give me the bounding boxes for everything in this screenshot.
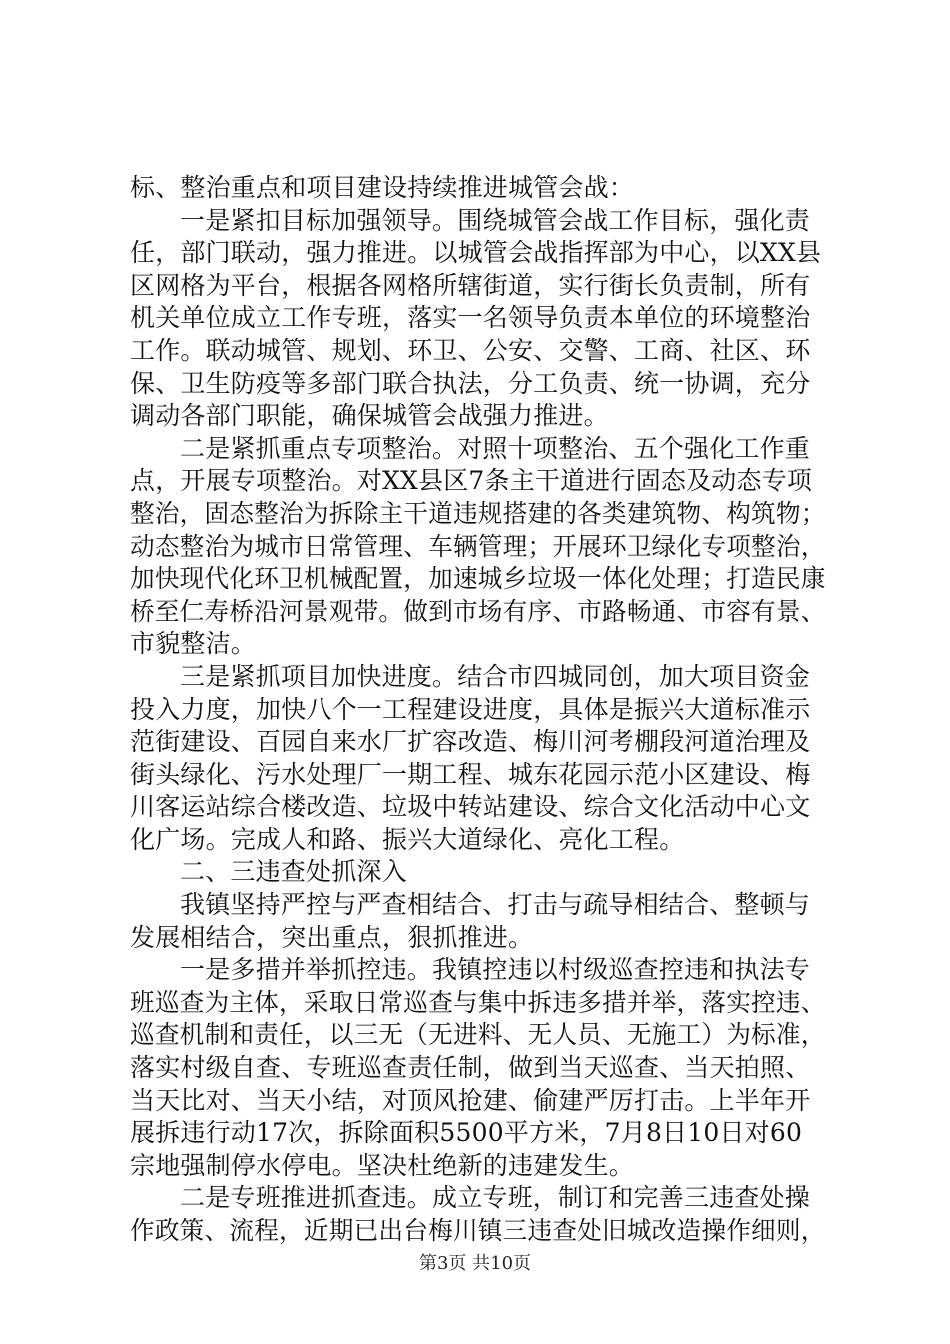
text-line: 加快现代化环卫机械配置，加速城乡垃圾一体化处理；打造民康 <box>130 564 826 594</box>
document-body <box>130 172 826 1248</box>
text-line: 化广场。完成人和路、振兴大道绿化、亮化工程。 <box>130 824 685 854</box>
text-line: 三是紧抓项目加快进度。结合市四城同创，加大项目资金 <box>180 661 811 691</box>
text-line: 落实村级自查、专班巡查责任制，做到当天巡查、当天拍照、 <box>130 1053 811 1083</box>
text-line: 巡查机制和责任，以三无（无进料、无人员、无施工）为标准， <box>130 1020 826 1050</box>
text-line: 宗地强制停水停电。坚决杜绝新的违建发生。 <box>130 1150 635 1180</box>
page-footer: 第3页 共10页 <box>418 1253 532 1274</box>
text-line: 投入力度，加快八个一工程建设进度，具体是振兴大道标准示 <box>130 694 811 724</box>
text-line: 一是多措并举抓控违。我镇控违以村级巡查控违和执法专 <box>180 955 811 985</box>
text-line: 二是专班推进抓查违。成立专班，制订和完善三违查处操 <box>180 1183 811 1213</box>
text-line: 点，开展专项整治。对XX县区7条主干道进行固态及动态专项 <box>130 466 813 496</box>
text-line: 桥至仁寿桥沿河景观带。做到市场有序、市路畅通、市容有景、 <box>130 596 826 626</box>
text-line: 标、整治重点和项目建设持续推进城管会战： <box>130 173 635 202</box>
text-line: 市貌整洁。 <box>130 629 257 659</box>
text-line: 动态整治为城市日常管理、车辆管理；开展环卫绿化专项整治， <box>130 531 826 561</box>
text-line: 任，部门联动，强力推进。以城管会战指挥部为中心，以XX县 <box>130 238 822 268</box>
text-line: 保、卫生防疫等多部门联合执法，分工负责、统一协调，充分 <box>130 368 811 398</box>
text-line: 街头绿化、污水处理厂一期工程、城东花园示范小区建设、梅 <box>130 759 811 789</box>
text-line: 二是紧抓重点专项整治。对照十项整治、五个强化工作重 <box>180 433 811 463</box>
text-line: 一是紧扣目标加强领导。围绕城管会战工作目标，强化责 <box>180 205 811 235</box>
text-line: 机关单位成立工作专班，落实一名领导负责本单位的环境整治 <box>130 303 811 333</box>
text-line: 二、三违查处抓深入 <box>180 857 407 887</box>
text-line: 川客运站综合楼改造、垃圾中转站建设、综合文化活动中心文 <box>130 792 811 822</box>
text-line: 我镇坚持严控与严查相结合、打击与疏导相结合、整顿与 <box>180 890 811 920</box>
text-line: 班巡查为主体，采取日常巡查与集中拆违多措并举，落实控违、 <box>130 987 826 1017</box>
text-line: 当天比对、当天小结，对顶风抢建、偷建严厉打击。上半年开 <box>130 1085 811 1115</box>
text-line: 发展相结合，突出重点，狠抓推进。 <box>130 922 534 952</box>
text-line: 调动各部门职能，确保城管会战强力推进。 <box>130 401 609 431</box>
text-line: 范街建设、百园自来水厂扩容改造、梅川河考棚段河道治理及 <box>130 727 811 757</box>
text-line: 展拆违行动17次，拆除面积5500平方米，7月8日10日对60 <box>130 1118 803 1148</box>
text-line: 作政策、流程，近期已出台梅川镇三违查处旧城改造操作细则， <box>130 1216 826 1245</box>
text-line: 工作。联动城管、规划、环卫、公安、交警、工商、社区、环 <box>130 335 811 365</box>
text-line: 区网格为平台，根据各网格所辖街道，实行街长负责制，所有 <box>130 270 811 300</box>
text-line: 整治，固态整治为拆除主干道违规搭建的各类建筑物、构筑物； <box>130 498 826 528</box>
